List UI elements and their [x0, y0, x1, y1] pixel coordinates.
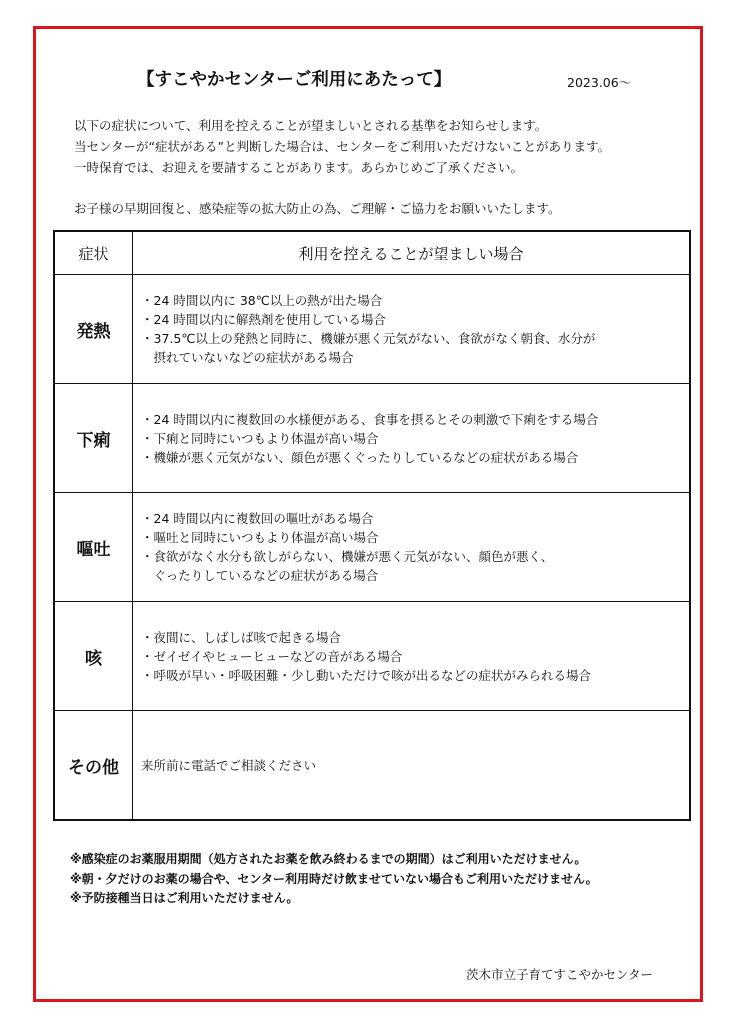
table-row: [54, 602, 690, 711]
condition-item: ・嘔吐と同時にいつもより体温が高い場合: [141, 530, 379, 545]
table-row: [54, 711, 690, 821]
intro-line: 一時保育では、お迎えを要請することがあります。あらかじめご了承ください。: [74, 160, 524, 175]
table-row: [54, 275, 690, 384]
table-header-row: [54, 231, 690, 275]
page-title: 【すこやかセンターご利用にあたって】: [137, 70, 452, 90]
intro-line: 以下の症状について、利用を控えることが望ましいとされる基準をお知らせします。: [74, 118, 548, 133]
condition-cell: [133, 602, 691, 711]
condition-item: ・食欲がなく水分も欲しがらない、機嫌が悪く元気がない、顔色が悪く、: [141, 549, 554, 564]
condition-item: ・機嫌が悪く元気がない、顔色が悪くぐったりしているなどの症状がある場合: [141, 449, 579, 465]
condition-cell: [133, 711, 691, 821]
note-line: ※感染症のお薬服用期間（処方されたお薬を飲み終わるまでの期間）はご利用いただけません。: [70, 852, 587, 866]
intro-text: [74, 115, 610, 219]
note-line: ※朝・夕だけのお薬の場合や、センター利用時だけ飲ませていない場合もご利用いただけません。: [70, 871, 598, 886]
effective-date: 2023.06～: [567, 75, 632, 90]
condition-item: ・24 時間以内に 38℃以上の熱が出た場合: [141, 293, 383, 308]
condition-item: ぐったりしているなどの症状がある場合: [141, 568, 379, 583]
footer-organization: 茨木市立子育てすこやかセンター: [466, 967, 654, 982]
header-symptom: 症状: [54, 231, 133, 275]
symptom-other: その他: [54, 711, 133, 821]
criteria-table: [53, 230, 691, 821]
header-condition: 利用を控えることが望ましい場合: [133, 231, 691, 275]
condition-cell: [133, 493, 691, 602]
condition-item: ・呼吸が早い・呼吸困難・少し動いただけで咳が出るなどの症状がみられる場合: [141, 667, 592, 683]
condition-item: ・夜間に、しばしば咳で起きる場合: [141, 629, 342, 645]
condition-item: ・ゼイゼイやヒューヒューなどの音がある場合: [141, 648, 403, 664]
symptom-diarrhea: 下痢: [54, 384, 133, 493]
note-line: ※予防接種当日はご利用いただけません。: [70, 891, 299, 905]
symptom-vomiting: 嘔吐: [54, 493, 133, 602]
condition-item: 来所前に電話でご相談ください: [141, 757, 317, 773]
intro-closing: お子様の早期回復と、感染症等の拡大防止の為、ご理解・ご協力をお願いいたします。: [74, 201, 561, 216]
condition-item: ・24 時間以内に複数回の嘔吐がある場合: [141, 511, 374, 526]
condition-cell: [133, 275, 691, 384]
intro-line: 当センターが“症状がある”と判断した場合は、センターをご利用いただけないことがあります。: [74, 139, 610, 154]
condition-item: 摂れていないなどの症状がある場合: [141, 350, 354, 365]
condition-item: ・37.5℃以上の発熱と同時に、機嫌が悪く元気がない、食欲がなく朝食、水分が: [141, 331, 596, 346]
condition-item: ・下痢と同時にいつもより体温が高い場合: [141, 430, 379, 446]
symptom-cough: 咳: [54, 602, 133, 711]
table-row: [54, 493, 690, 602]
condition-item: ・24 時間以内に複数回の水様便がある、食事を摂るとその刺激で下痢をする場合: [141, 411, 599, 427]
symptom-fever: 発熱: [54, 275, 133, 384]
notes: [70, 850, 598, 909]
condition-item: ・24 時間以内に解熱剤を使用している場合: [141, 312, 386, 327]
table-row: [54, 384, 690, 493]
condition-cell: [133, 384, 691, 493]
